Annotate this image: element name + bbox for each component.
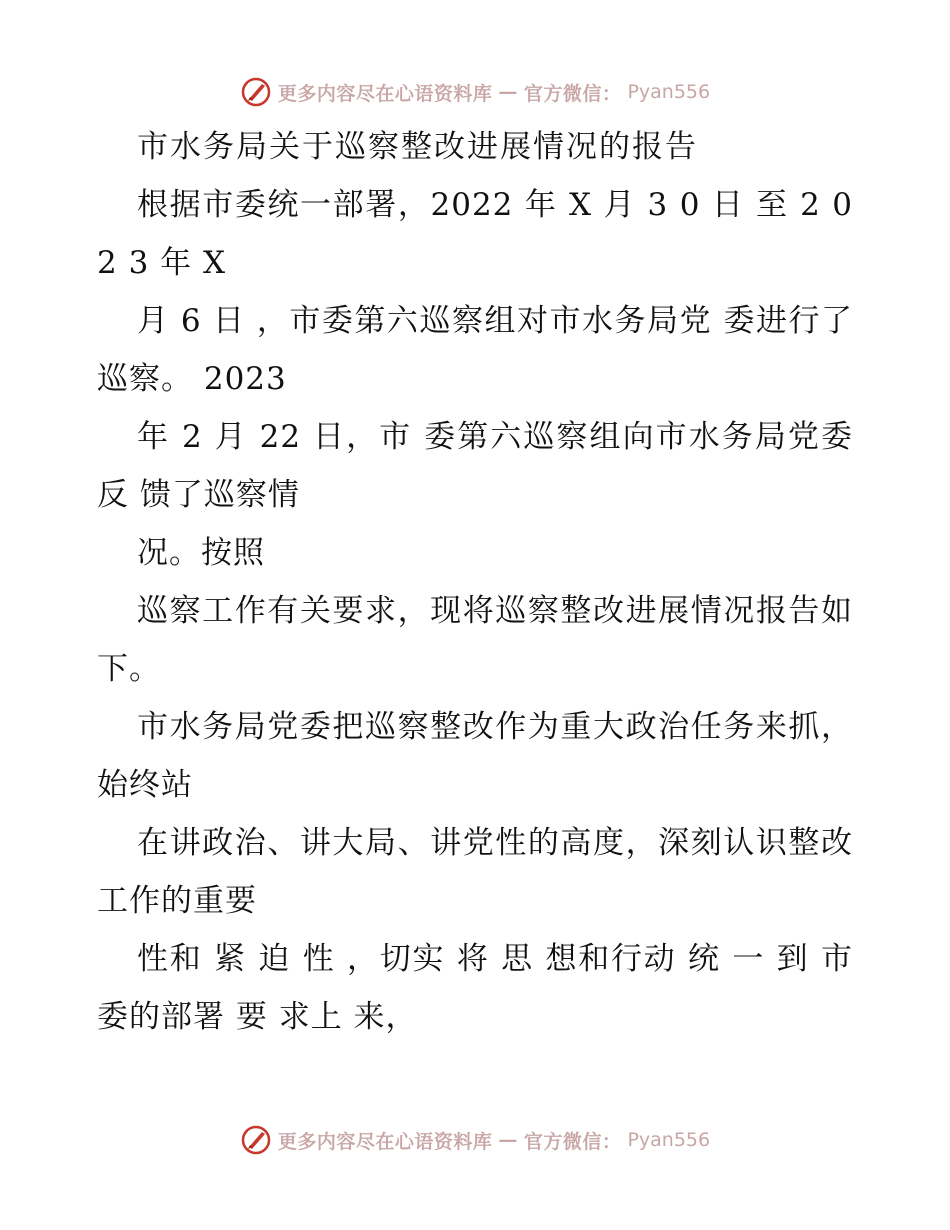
watermark-wechat-label: 官方微信： [523,1130,622,1153]
header-watermark [0,72,950,112]
document-paragraph: 巡察工作有关要求，现将巡察整改进展情况报告如下。 [97,593,853,687]
document-body [97,118,853,1046]
document-paragraph: 月 6 日 ，市委第六巡察组对市水务局党 委进行了巡察。 2023 [97,303,853,397]
footer-watermark [0,1120,950,1160]
document-paragraph: 况。按照 [137,535,265,571]
document-paragraph: 性和 紧 迫 性 ，切实 将 思 想和行动 统 一 到 市 委的部署 要 求上 来， [97,941,853,1035]
quill-logo-icon [240,76,272,108]
document-paragraph: 市水务局党委把巡察整改作为重大政治任务来抓，始终站 [97,709,853,803]
watermark-wechat-label: 官方微信： [523,82,622,105]
watermark-separator: — [498,81,518,103]
document-paragraph: 根据市委统一部署，2022 年 X 月 3 0 日 至 2 0 2 3 年 X [97,187,853,281]
watermark-separator: — [498,1129,518,1151]
document-title: 市水务局关于巡察整改进展情况的报告 [137,129,698,165]
document-paragraph: 在讲政治、讲大局、讲党性的高度，深刻认识整改工作的重要 [97,825,853,919]
document-paragraph: 年 2 月 22 日，市 委第六巡察组向市水务局党委反 馈了巡察情 [97,419,853,513]
watermark-brand-text: 更多内容尽在心语资料库 [277,82,493,105]
quill-logo-icon [240,1124,272,1156]
watermark-brand-text: 更多内容尽在心语资料库 [277,1130,493,1153]
watermark-wechat-id: Pyan556 [627,1129,711,1151]
watermark-wechat-id: Pyan556 [627,81,711,103]
